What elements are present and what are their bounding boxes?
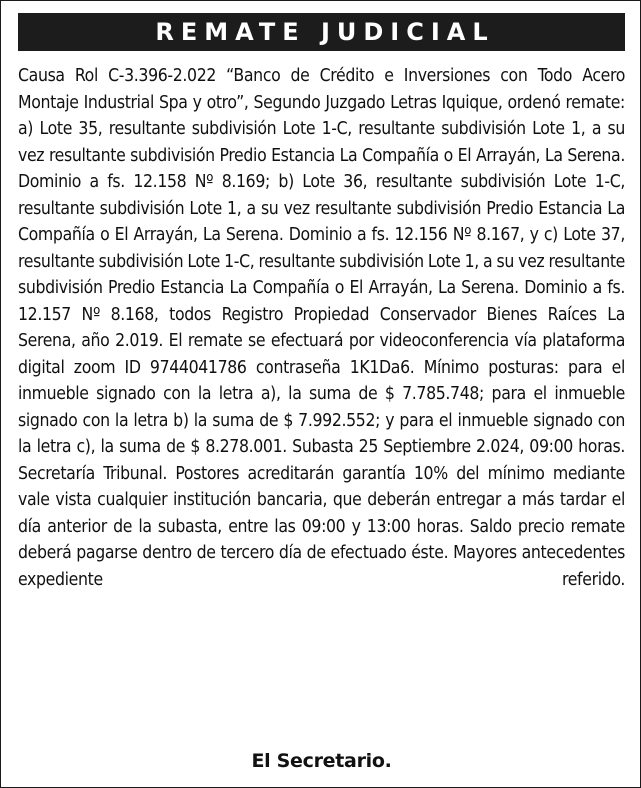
signature: El Secretario. — [251, 750, 392, 772]
header-bar — [18, 13, 625, 51]
notice-body: Causa Rol C-3.396-2.022 “Banco de Crédito e Inversiones con Todo Acero Montaje Industrial Spa y otro”, Segundo Juzgado Letras Iquique, ordenó remate: a) Lote 35, resultante subdivisión Lote 1-C, resultante subdivisión Lote 1, a su vez resultante subdivisión Predio Estancia La Compañía o El Arrayán, La Serena. Dominio a fs. 12.158 Nº 8.169; b) Lote 36, resultante subdivisión Lote 1-C, resultante subdivisión Lote 1, a su vez resultante subdivisión Predio Estancia La Compañía o El Arrayán, La Serena. Dominio a fs. 12.156 Nº 8.167, y c) Lote 37, resultante subdivisión Lote 1-C, resultante subdivisión Lote 1, a su vez resultante subdivisión Predio Estancia La Compañía o El Arrayán, La Serena. Dominio a fs. 12.157 Nº 8.168, todos Registro Propiedad Conservador Bienes Raíces La Serena, año 2.019. El remate se efectuará por videoconferencia vía plataforma digital zoom ID 9744041786 contraseña 1K1Da6. Mínimo posturas: para el inmueble signado con la letra a), la suma de $ 7.785.748; para el inmueble signado con la letra b) la suma de $ 7.992.552; y para el inmueble signado con la letra c), la suma de $ 8.278.001. Subasta 25 Septiembre 2.024, 09:00 horas. Secretaría Tribunal. Postores acreditarán garantía 10% del mínimo mediante vale vista cualquier institución bancaria, que deberán entregar a más tardar el día anterior de la subasta, entre las 09:00 y 13:00 horas. Saldo precio remate deberá pagarse dentro de tercero día de efectuado éste. Mayores antecedentes expediente referido. — [18, 66, 625, 590]
notice-title: REMATE JUDICIAL — [155, 18, 495, 46]
